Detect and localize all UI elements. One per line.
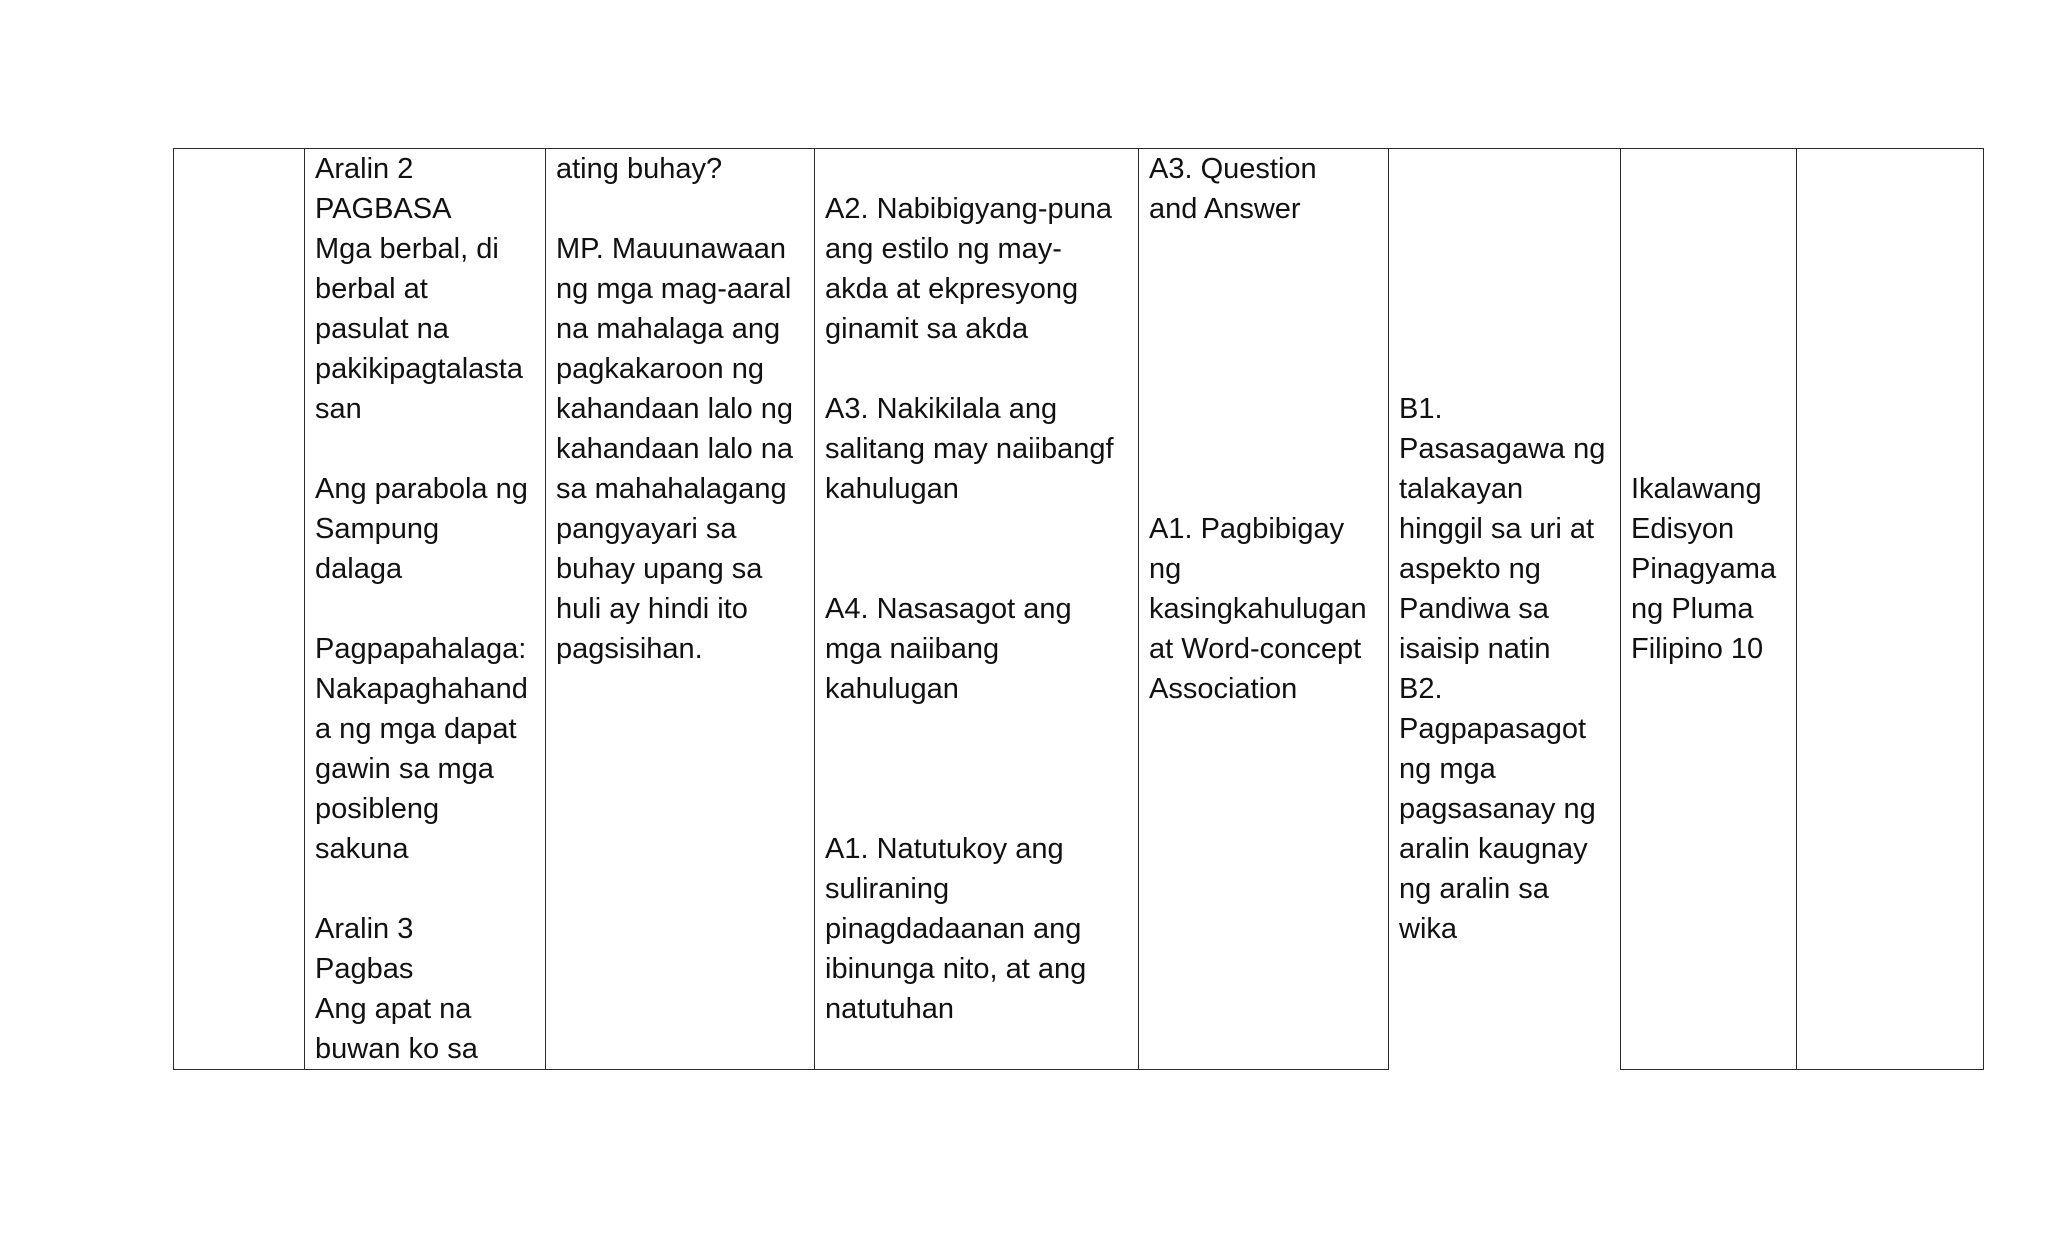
cell-text: Ikalawang Edisyon Pinagyama ng Pluma Filipino 10 [1631, 473, 1777, 665]
cell-text: A2. Nabibigyang-puna ang estilo ng may- akda at ekpresyong ginamit sa akda A3. Nakikilala ang salitang may naiibangf kahulugan A4. Nasasagot ang mga naiibang kahulugan A1. Natutukoy ang suliraning pinagdadaanan ang ibinunga nito, at ang natutuhan [825, 193, 1114, 1025]
table-cell-activities [1388, 148, 1621, 1070]
table-cell-1 [173, 148, 305, 1070]
cell-text: ating buhay? MP. Mauunawaan ng mga mag-aaral na mahalaga ang pagkakaroon ng kahandaan lalo ng kahandaan lalo na sa mahahalagang pangyayari sa buhay upang sa huli ay hindi ito pagsisihan. [556, 153, 794, 665]
table-cell-resources [1620, 148, 1797, 1070]
lesson-plan-table [173, 148, 1984, 1070]
table-cell-8 [1796, 148, 1984, 1070]
table-cell-essential-understanding [545, 148, 815, 1070]
table-cell-lesson [304, 148, 546, 1070]
table-cell-assessment [1138, 148, 1389, 1070]
cell-text: B1. Pasasagawa ng talakayan hinggil sa uri at aspekto ng Pandiwa sa isaisip natin B2. Pagpapasagot ng mga pagsasanay ng aralin kaugnay ng aralin sa wika [1399, 393, 1606, 945]
table-cell-competencies [814, 148, 1139, 1070]
cell-text: A3. Question and Answer A1. Pagbibigay ng kasingkahulugan at Word-concept Association [1149, 153, 1367, 705]
cell-text: Aralin 2 PAGBASA Mga berbal, di berbal at pasulat na pakikipagtalasta san Ang parabola ng Sampung dalaga Pagpapahalaga: Nakapaghahand a ng mga dapat gawin sa mga posibleng sakuna Aralin 3 Pagbas Ang apat na buwan ko sa [315, 153, 528, 1065]
